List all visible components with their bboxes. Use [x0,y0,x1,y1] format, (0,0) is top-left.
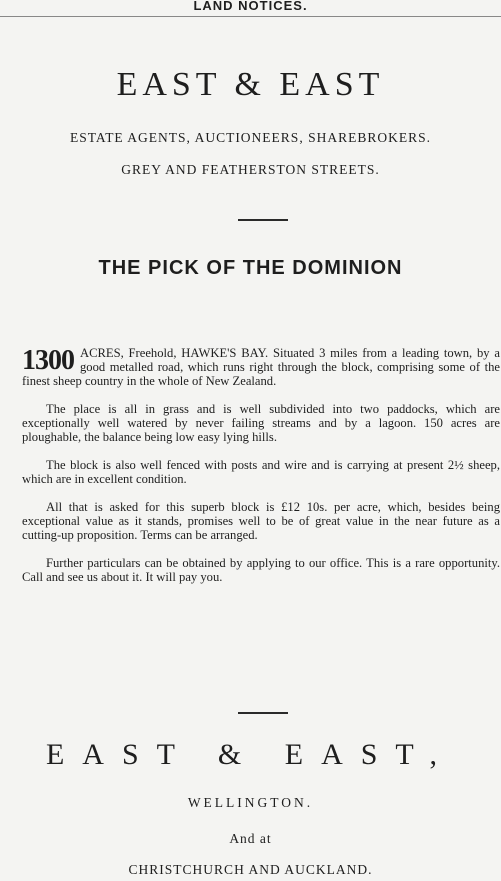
firm-services-line: ESTATE AGENTS, AUCTIONEERS, SHAREBROKERS. [70,130,431,145]
paragraph-4: All that is asked for this superb block is £12 10s. per acre, which, besides being exceptional value as it stands, promises well to be of great value in the near future as a cutting-up proposition. Terms can be arranged. [22,500,500,542]
paragraph-1 [22,346,500,388]
divider-rule-top [238,219,288,221]
paragraph-5: Further particulars can be obtained by applying to our office. This is a rare opportunity. Call and see us about it. It will pay you. [22,556,500,584]
advert-body [22,346,500,584]
section-header-bar [0,0,501,17]
footer-and-at: And at [229,831,272,846]
footer-branches: CHRISTCHURCH AND AUCKLAND. [128,862,373,877]
signature-firm-name: EAST & EAST, [45,738,456,771]
paragraph-1-text: ACRES, Freehold, HAWKE'S BAY. Situated 3 miles from a leading town, by a good metalled road, which runs right through the block, comprising some of the finest sheep country in the whole of New Zealand. [22,346,500,388]
paragraph-2: The place is all in grass and is well subdivided into two paddocks, which are exceptionally well watered by never failing streams and by a lagoon. 150 acres are ploughable, the balance being low easy lying hills. [22,402,500,444]
section-title: LAND NOTICES. [193,0,308,13]
divider-rule-bottom [238,712,288,714]
firm-address-line: GREY AND FEATHERSTON STREETS. [121,162,380,177]
footer-city: WELLINGTON. [187,795,314,810]
firm-name-heading: EAST & EAST [116,66,385,103]
lead-acreage-number: 1300 [22,345,74,376]
advert-headline: THE PICK OF THE DOMINION [98,257,403,279]
paragraph-3: The block is also well fenced with posts and wire and is carrying at present 2½ sheep, which are in excellent condition. [22,458,500,486]
